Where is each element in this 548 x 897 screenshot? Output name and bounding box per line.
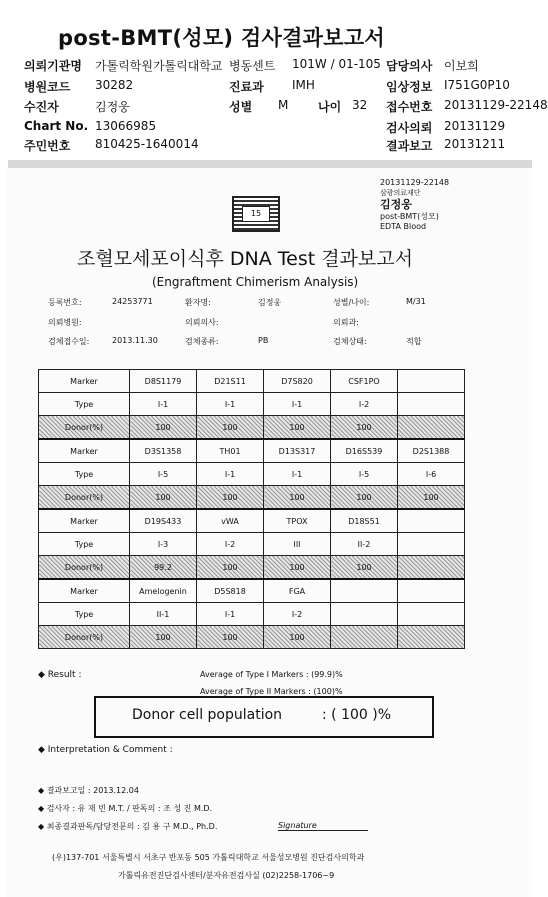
label-clinical-info: 임상정보 [386, 80, 433, 94]
label-patient: 수진자 [24, 100, 59, 114]
label-department: 진료과 [229, 80, 264, 94]
report-heading: 조혈모세포이식후 DNA Test 결과보고서 [77, 248, 413, 270]
row-label-donor: Donor(%) [39, 626, 130, 649]
value-age: 32 [352, 98, 368, 112]
marker-cell: 100 [264, 486, 331, 510]
result-label: ◆ Result : [38, 670, 82, 680]
separator-bar [8, 160, 532, 168]
ref-doctor-label: 의뢰의사: [185, 318, 219, 327]
label-sex: 성별 [229, 100, 253, 114]
footer-lab: 가톨릭유전진단검사센터/분자유전검사실 (02)2258-1706~9 [118, 871, 335, 880]
marker-cell: TPOX [264, 509, 331, 533]
value-hospital-code: 30282 [95, 78, 134, 92]
marker-row-marker [39, 370, 465, 393]
value-ward: 101W / 01-105 [292, 57, 381, 71]
marker-cell: I-1 [197, 463, 264, 486]
marker-cell: I-1 [130, 393, 197, 416]
marker-cell: D2S1388 [398, 439, 465, 463]
row-label-marker: Marker [39, 439, 130, 463]
marker-cell: D13S317 [264, 439, 331, 463]
final-reader-line: ◆ 최종결과판독/담당전문의 : 김 용 구 M.D., Ph.D. [38, 822, 218, 831]
avg-type1: Average of Type I Markers : (99.9)% [200, 670, 343, 679]
marker-row-donor [39, 626, 465, 649]
row-label-type: Type [39, 393, 130, 416]
specimen-state-value: 적합 [406, 337, 422, 346]
specimen-state-label: 검체상태: [333, 337, 367, 346]
marker-cell: 99.2 [130, 556, 197, 580]
marker-cell: 100 [331, 486, 398, 510]
row-label-donor: Donor(%) [39, 556, 130, 580]
hospital-logo: 15 [232, 196, 280, 232]
marker-row-type [39, 393, 465, 416]
label-institution: 의뢰기관명 [24, 59, 82, 73]
marker-cell [398, 393, 465, 416]
result-report-date: ◆ 결과보고일 : 2013.12.04 [38, 786, 139, 795]
marker-row-marker [39, 579, 465, 603]
row-label-type: Type [39, 533, 130, 556]
marker-cell: 100 [264, 626, 331, 649]
label-doctor: 담당의사 [386, 59, 433, 73]
marker-row-type [39, 603, 465, 626]
marker-cell: I-2 [331, 393, 398, 416]
reg-no-value: 24253771 [112, 297, 153, 306]
chimerism-marker-table [38, 369, 465, 649]
marker-cell: 100 [130, 626, 197, 649]
donor-population-label: Donor cell population [132, 707, 283, 723]
marker-cell: I-5 [331, 463, 398, 486]
specimen-label-org: 삼광의료재단 [380, 189, 421, 197]
marker-cell: I-1 [197, 603, 264, 626]
marker-cell: FGA [264, 579, 331, 603]
ref-dept-label: 의뢰과: [333, 318, 359, 327]
receipt-date-label: 검체접수일: [48, 337, 90, 346]
report-title: post-BMT(성모) 검사결과보고서 [58, 26, 386, 50]
marker-cell [331, 579, 398, 603]
marker-cell: 100 [197, 416, 264, 440]
marker-cell: CSF1PO [331, 370, 398, 393]
marker-cell: 100 [264, 556, 331, 580]
specimen-type-value: PB [258, 336, 269, 345]
reg-no-label: 등록번호: [48, 298, 82, 307]
label-request-date: 검사의뢰 [386, 121, 433, 135]
marker-cell: D3S1358 [130, 439, 197, 463]
patient-name-label: 환자명: [185, 298, 211, 307]
specimen-type-label: 검체종류: [185, 337, 219, 346]
value-clinical-info: I751G0P10 [444, 78, 510, 92]
marker-cell [398, 579, 465, 603]
row-label-donor: Donor(%) [39, 486, 130, 510]
marker-cell: D21S11 [197, 370, 264, 393]
marker-cell: 100 [331, 416, 398, 440]
marker-cell: TH01 [197, 439, 264, 463]
specimen-label-name: 김정웅 [380, 198, 412, 211]
marker-cell: D8S1179 [130, 370, 197, 393]
row-label-marker: Marker [39, 579, 130, 603]
value-chart-no: 13066985 [95, 119, 157, 133]
donor-population-box [94, 696, 434, 738]
row-label-type: Type [39, 603, 130, 626]
marker-cell: I-1 [264, 463, 331, 486]
label-chart-no: Chart No. [24, 119, 89, 133]
label-receipt-no: 접수번호 [386, 100, 433, 114]
marker-cell: I-6 [398, 463, 465, 486]
marker-cell: 100 [331, 556, 398, 580]
marker-cell: 100 [197, 486, 264, 510]
row-label-marker: Marker [39, 370, 130, 393]
label-id-no: 주민번호 [24, 139, 71, 153]
marker-cell: 100 [130, 416, 197, 440]
marker-cell: I-2 [264, 603, 331, 626]
marker-cell: III [264, 533, 331, 556]
marker-row-type [39, 463, 465, 486]
value-request-date: 20131129 [444, 119, 506, 133]
value-department: IMH [292, 78, 315, 92]
marker-row-donor [39, 556, 465, 580]
marker-cell: D7S820 [264, 370, 331, 393]
marker-cell [331, 626, 398, 649]
row-label-donor: Donor(%) [39, 416, 130, 440]
marker-cell: I-5 [130, 463, 197, 486]
marker-cell: 100 [130, 486, 197, 510]
report-subheading: (Engraftment Chimerism Analysis) [152, 275, 359, 289]
specimen-label [380, 178, 449, 232]
value-patient: 김정웅 [95, 100, 130, 114]
value-doctor: 이보희 [444, 59, 479, 73]
row-label-marker: Marker [39, 509, 130, 533]
marker-row-marker [39, 439, 465, 463]
marker-cell: vWA [197, 509, 264, 533]
marker-cell: 100 [398, 486, 465, 510]
marker-cell: 100 [197, 626, 264, 649]
marker-cell: I-1 [264, 393, 331, 416]
patient-name-value: 김정웅 [258, 298, 282, 307]
sex-age-label: 성별/나이: [333, 298, 370, 307]
label-hospital-code: 병원코드 [24, 80, 71, 94]
value-receipt-no: 20131129-22148 [444, 98, 548, 112]
marker-cell [331, 603, 398, 626]
marker-cell: Amelogenin [130, 579, 197, 603]
marker-cell: 100 [197, 556, 264, 580]
ref-hospital-label: 의뢰병원: [48, 318, 82, 327]
marker-row-donor [39, 416, 465, 440]
marker-cell [398, 556, 465, 580]
interpretation-label: ◆ Interpretation & Comment : [38, 745, 173, 755]
marker-cell: II-2 [331, 533, 398, 556]
marker-cell: I-3 [130, 533, 197, 556]
marker-cell [398, 509, 465, 533]
value-report-date: 20131211 [444, 137, 506, 151]
donor-population-value: : ( 100 )% [322, 707, 392, 723]
specimen-label-test: post-BMT(성모) [380, 212, 439, 221]
row-label-type: Type [39, 463, 130, 486]
signature-line: Signature [278, 821, 368, 831]
avg-type2: Average of Type II Markers : (100)% [200, 687, 343, 696]
specimen-label-id: 20131129-22148 [380, 178, 450, 187]
marker-row-type [39, 533, 465, 556]
footer-address: (우)137-701 서울특별시 서초구 반포동 505 가톨릭대학교 서울성모병원 진단검사의학과 [52, 853, 365, 862]
label-report-date: 결과보고 [386, 139, 433, 153]
value-id-no: 810425-1640014 [95, 137, 199, 151]
marker-cell [398, 603, 465, 626]
marker-cell [398, 626, 465, 649]
marker-cell [398, 416, 465, 440]
label-ward: 병동센트 [229, 59, 276, 73]
marker-cell [398, 533, 465, 556]
label-age: 나이 [318, 100, 342, 114]
marker-cell: 100 [264, 416, 331, 440]
marker-row-donor [39, 486, 465, 510]
marker-row-marker [39, 509, 465, 533]
marker-cell: D18S51 [331, 509, 398, 533]
marker-cell: D19S433 [130, 509, 197, 533]
marker-cell: II-1 [130, 603, 197, 626]
receipt-date-value: 2013.11.30 [112, 336, 158, 345]
marker-cell: I-2 [197, 533, 264, 556]
marker-cell: D16S539 [331, 439, 398, 463]
marker-cell [398, 370, 465, 393]
value-institution: 가톨릭학원가톨릭대학교 [95, 59, 223, 73]
specimen-label-sample: EDTA Blood [380, 222, 427, 231]
examiner-line: ◆ 검사자 : 유 재 빈 M.T. / 판독의 : 조 성 진 M.D. [38, 804, 213, 813]
marker-cell: I-1 [197, 393, 264, 416]
sex-age-value: M/31 [406, 297, 426, 306]
value-sex: M [278, 98, 289, 112]
marker-cell: D5S818 [197, 579, 264, 603]
